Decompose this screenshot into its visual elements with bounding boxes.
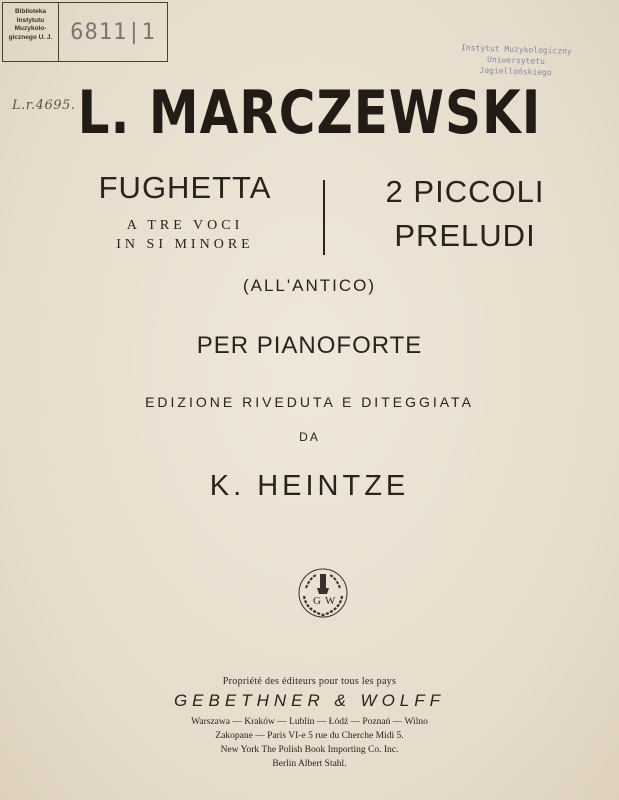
- right-work-title: PRELUDI: [394, 218, 536, 253]
- address-line: Berlin Albert Stahl.: [272, 759, 347, 769]
- library-stamp-label: [3, 3, 59, 61]
- institute-stamp-line: Uniwersytetu Jagiellońskiego: [479, 54, 552, 78]
- right-work-title: 2 PICCOLI: [385, 174, 545, 209]
- shelfmark: 6811|1: [70, 19, 156, 45]
- library-stamp-line: Biblioteka: [14, 8, 47, 15]
- by-label: DA: [299, 430, 320, 444]
- library-stamp-line: Muzykolo-: [14, 25, 47, 32]
- instrument: PER PIANOFORTE: [196, 332, 423, 359]
- institute-stamp: [455, 42, 576, 79]
- composer-name: L. MARCZEWSKI: [77, 78, 542, 148]
- edition-note: EDIZIONE RIVEDUTA E DITEGGIATA: [145, 394, 474, 410]
- left-work-subtitle: IN SI MINORE: [116, 237, 254, 252]
- publisher-block: [0, 676, 619, 771]
- institute-stamp-line: Instytut Muzykologiczny: [460, 43, 572, 56]
- publisher-name: GEBETHNER & WOLFF: [173, 691, 446, 710]
- editor-name: K. HEINTZE: [209, 470, 410, 502]
- publisher-addresses: [0, 715, 619, 771]
- title-divider: [323, 180, 325, 255]
- library-stamp-line: gicznego U. J.: [8, 33, 53, 41]
- emblem-letter-left: G: [313, 595, 321, 607]
- library-stamp-line: Instytutu: [16, 16, 45, 24]
- style-note: (ALL'ANTICO): [242, 276, 377, 295]
- left-work-subtitle: A TRE VOCI: [126, 218, 244, 233]
- library-stamp: [2, 2, 168, 62]
- rights-notice: Propriété des éditeurs pour tous les pays: [222, 676, 397, 687]
- publisher-emblem-icon: [296, 566, 350, 620]
- right-work: [340, 170, 590, 258]
- address-line: Warszawa — Kraków — Lublin — Łódź — Poznań — Wilno: [191, 717, 428, 727]
- address-line: Zakopane — Paris VI-e 5 rue du Cherche Midi 5.: [215, 731, 404, 741]
- emblem-letter-right: W: [325, 595, 336, 607]
- address-line: New York The Polish Book Importing Co. Inc.: [220, 745, 399, 755]
- handwritten-note: L.r.4695.: [12, 98, 76, 113]
- left-work-title: FUGHETTA: [98, 170, 272, 205]
- left-work: [60, 170, 310, 254]
